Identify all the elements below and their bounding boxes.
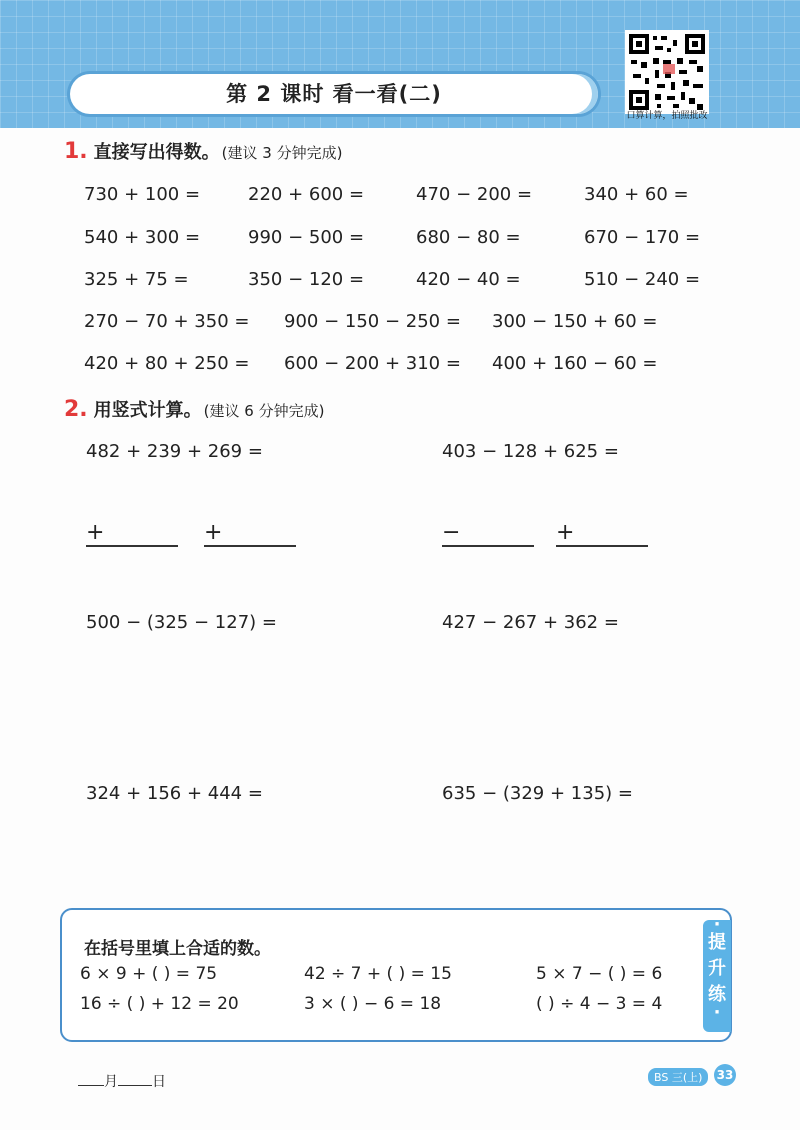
section2-note: (建议 6 分钟完成) <box>203 402 325 420</box>
vertical-problem: 500 − (325 − 127) = <box>86 612 277 633</box>
section1-number: 1. <box>64 139 88 164</box>
equation: 730 + 100 = <box>84 184 201 205</box>
fill-blank-equation: ( ) ÷ 4 − 3 = 4 <box>536 994 663 1014</box>
day-label: 日 <box>152 1074 166 1090</box>
month-label: 月 <box>104 1074 118 1090</box>
equation: 270 − 70 + 350 = <box>84 311 250 332</box>
section1-heading: 直接写出得数。 <box>93 142 220 163</box>
fill-blank-equation: 5 × 7 − ( ) = 6 <box>536 964 663 984</box>
page-title: 第 2 课时 看一看(二) <box>226 82 442 106</box>
equation: 680 − 80 = <box>416 227 521 248</box>
title-bar <box>70 74 598 114</box>
answer-line <box>442 545 534 547</box>
equation: 350 − 120 = <box>248 269 365 290</box>
section1-note: (建议 3 分钟完成) <box>221 144 343 162</box>
plus-sign: + <box>86 520 105 545</box>
answer-line <box>86 545 178 547</box>
tab-char: 提 <box>708 932 726 953</box>
answer-line <box>556 545 648 547</box>
tab-char: 升 <box>708 958 726 979</box>
fill-blank-equation: 42 ÷ 7 + ( ) = 15 <box>304 964 452 984</box>
minus-sign: − <box>442 520 461 545</box>
section2-title <box>64 396 324 422</box>
plus-sign: + <box>204 520 223 545</box>
equation: 400 + 160 − 60 = <box>492 353 658 374</box>
equation: 300 − 150 + 60 = <box>492 311 658 332</box>
equation: 325 + 75 = <box>84 269 189 290</box>
plus-sign: + <box>556 520 575 545</box>
equation: 420 + 80 + 250 = <box>84 353 250 374</box>
vertical-problem: 482 + 239 + 269 = <box>86 441 263 462</box>
page-header <box>0 0 800 128</box>
section1-title <box>64 138 342 164</box>
equation: 510 − 240 = <box>584 269 701 290</box>
vertical-problem: 324 + 156 + 444 = <box>86 783 263 804</box>
equation: 540 + 300 = <box>84 227 201 248</box>
day-blank <box>118 1073 152 1086</box>
equation: 990 − 500 = <box>248 227 365 248</box>
section2-number: 2. <box>64 397 88 422</box>
vertical-problem: 403 − 128 + 625 = <box>442 441 619 462</box>
qr-code-icon[interactable] <box>625 30 709 114</box>
section2-heading: 用竖式计算。 <box>93 400 202 421</box>
equation: 470 − 200 = <box>416 184 533 205</box>
tab-char: 练 <box>708 984 726 1005</box>
page-number: 33 <box>714 1064 736 1086</box>
answer-line <box>204 545 296 547</box>
fill-blank-equation: 16 ÷ ( ) + 12 = 20 <box>80 994 239 1014</box>
practice-box-title: 在括号里填上合适的数。 <box>84 939 271 959</box>
equation: 670 − 170 = <box>584 227 701 248</box>
tab-dot: · <box>713 914 721 935</box>
tab-dot: · <box>713 1002 721 1023</box>
improvement-practice-tab <box>703 914 731 1032</box>
fill-blank-equation: 6 × 9 + ( ) = 75 <box>80 964 218 984</box>
practice-box <box>60 908 732 1042</box>
equation: 600 − 200 + 310 = <box>284 353 461 374</box>
month-blank <box>78 1073 104 1086</box>
fill-blank-equation: 3 × ( ) − 6 = 18 <box>304 994 442 1014</box>
equation: 420 − 40 = <box>416 269 521 290</box>
vertical-problem: 427 − 267 + 362 = <box>442 612 619 633</box>
vertical-problem: 635 − (329 + 135) = <box>442 783 633 804</box>
equation: 220 + 600 = <box>248 184 365 205</box>
equation: 900 − 150 − 250 = <box>284 311 461 332</box>
edition-label: BS 三(上) <box>648 1068 708 1086</box>
date-field <box>78 1071 166 1091</box>
qr-caption: 口算计算，拍照批改 <box>626 111 708 121</box>
equation: 340 + 60 = <box>584 184 689 205</box>
